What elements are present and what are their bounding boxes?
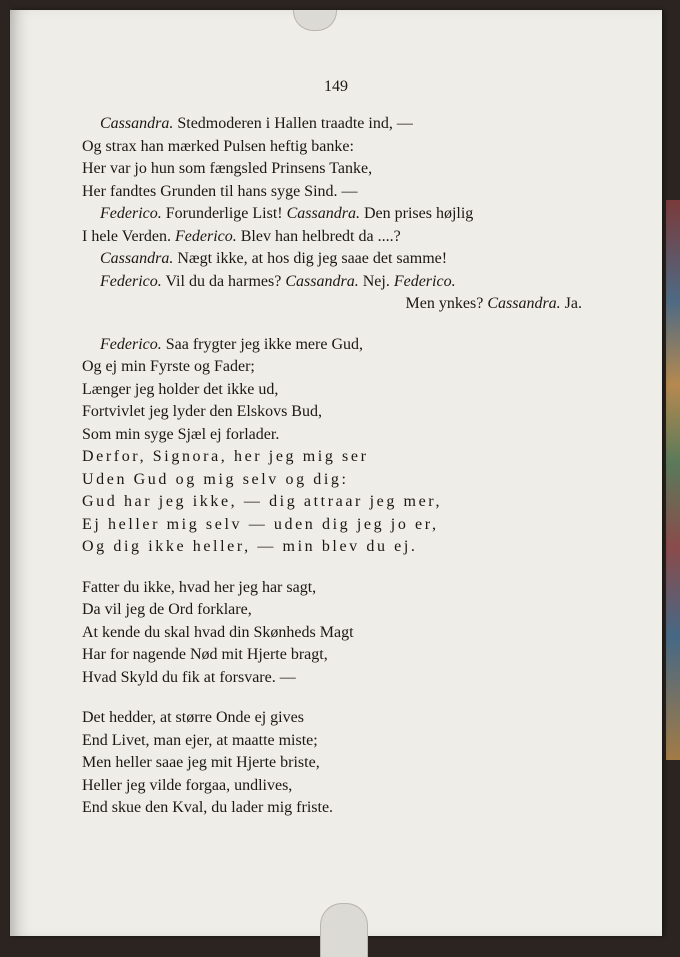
verse-line-with-speakers: Cassandra. Nægt ikke, at hos dig jeg saae det samme! xyxy=(100,250,448,267)
verse-text xyxy=(82,113,582,820)
speaker-name: Federico. xyxy=(100,335,162,353)
verse-line-with-speakers: Federico. Forunderlige List! Cassandra. Den prises højlig xyxy=(100,205,474,222)
verse-line: Fortvivlet jeg lyder den Elskovs Bud, xyxy=(82,403,322,420)
verse-line: End Livet, man ejer, at maatte miste; xyxy=(82,731,318,749)
speaker-name: Federico. xyxy=(175,227,237,245)
spaced-verse-line: Uden Gud og mig selv og dig: xyxy=(82,470,349,488)
verse-line: Men heller saae jeg mit Hjerte briste, xyxy=(82,754,320,771)
spaced-verse-line: Ej heller mig selv — uden dig jeg jo er, xyxy=(82,515,439,533)
verse-line: Hvad Skyld du fik at forsvare. — xyxy=(82,668,296,686)
verse-line: End skue den Kval, du lader mig friste. xyxy=(82,799,334,816)
spaced-verse-line: Derfor, Signora, her jeg mig ser xyxy=(82,448,369,465)
verse-line: Fatter du ikke, hvad her jeg har sagt, xyxy=(82,578,317,596)
verse-line-with-speakers: Federico. Saa frygter jeg ikke mere Gud, xyxy=(100,335,364,353)
speaker-name: Federico. xyxy=(100,205,162,222)
verse-line: Her var jo hun som fængsled Prinsens Tanke, xyxy=(82,160,373,177)
speaker-name: Cassandra. xyxy=(286,205,360,222)
verse-line: Har for nagende Nød mit Hjerte bragt, xyxy=(82,646,328,663)
speaker-name: Federico. xyxy=(100,272,162,290)
book-page xyxy=(10,10,662,936)
verse-line: Som min syge Sjæl ej forlader. xyxy=(82,425,280,443)
verse-line: Det hedder, at større Onde ej gives xyxy=(82,709,304,726)
speaker-name: Cassandra. xyxy=(487,295,561,312)
marbled-endpaper xyxy=(666,200,680,760)
verse-line: Heller jeg vilde forgaa, undlives, xyxy=(82,776,293,794)
spaced-verse-line: Og dig ikke heller, — min blev du ej. xyxy=(82,538,418,555)
verse-line: Længer jeg holder det ikke ud, xyxy=(82,380,279,398)
spaced-verse-line: Gud har jeg ikke, — dig attraar jeg mer, xyxy=(82,493,443,510)
speaker-name: Cassandra. xyxy=(285,272,359,290)
speaker-name: Federico. xyxy=(393,272,456,290)
verse-line: Og strax han mærked Pulsen heftig banke: xyxy=(82,137,354,155)
verse-line: Cassandra. Stedmoderen i Hallen traadte ind, — xyxy=(100,115,413,132)
verse-line: At kende du skal hvad din Skønheds Magt xyxy=(82,623,354,641)
page-number: 149 xyxy=(324,78,348,95)
speaker-name: Cassandra. xyxy=(100,250,174,267)
page-clip-top xyxy=(293,10,337,31)
verse-line-with-speakers: I hele Verden. Federico. Blev han helbredt da ....? xyxy=(82,227,401,245)
verse-line: Her fandtes Grunden til hans syge Sind. — xyxy=(82,182,358,200)
verse-line: Da vil jeg de Ord forklare, xyxy=(82,601,252,618)
verse-line-with-speakers: Men ynkes? Cassandra. Ja. xyxy=(405,295,582,312)
page-clip-bottom xyxy=(320,903,368,957)
verse-line: Og ej min Fyrste og Fader; xyxy=(82,358,255,375)
verse-line-with-speakers: Federico. Vil du da harmes? Cassandra. Nej. Federico. xyxy=(100,272,456,290)
